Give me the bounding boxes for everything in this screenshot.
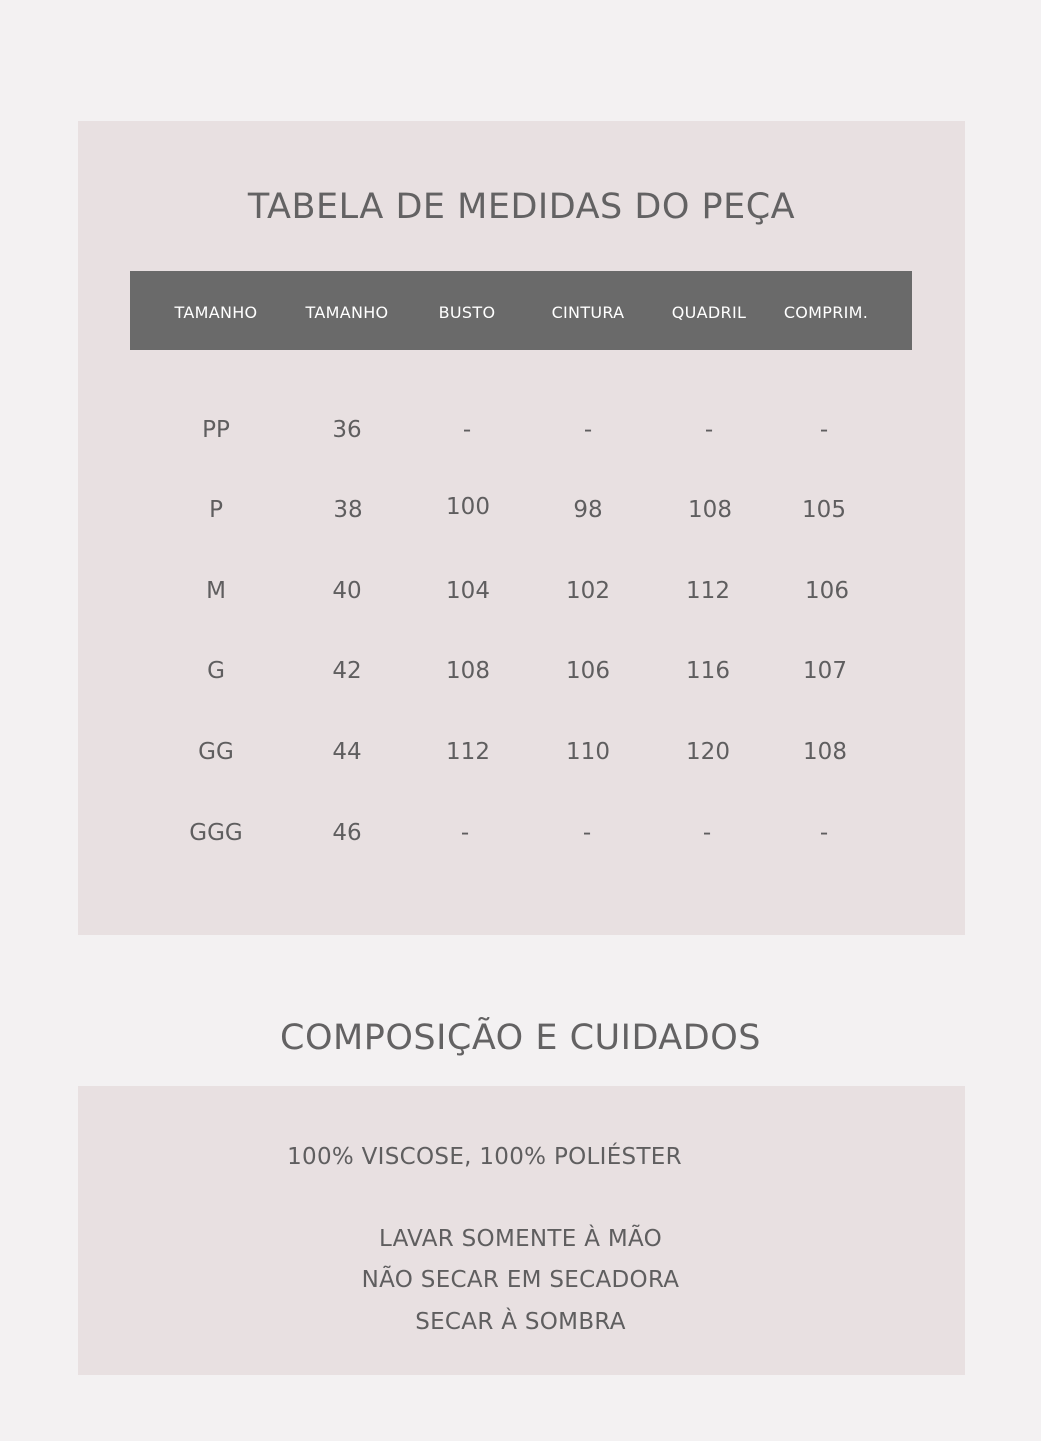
- cell-hip: 120: [686, 739, 730, 765]
- cell-length: 105: [802, 497, 846, 523]
- cell-length: 106: [805, 578, 849, 604]
- cell-hip: -: [702, 820, 712, 846]
- care-panel: [78, 1086, 965, 1375]
- header-hip: QUADRIL: [671, 303, 747, 322]
- cell-waist: 98: [573, 497, 603, 523]
- cell-size-number: 36: [332, 417, 362, 443]
- cell-length: -: [819, 820, 829, 846]
- table-row: [78, 417, 965, 457]
- care-title: COMPOSIÇÃO E CUIDADOS: [280, 1018, 761, 1058]
- cell-bust: 112: [446, 739, 490, 765]
- size-chart-panel: [78, 121, 965, 935]
- cell-waist: -: [582, 820, 592, 846]
- header-bust: BUSTO: [438, 303, 496, 322]
- cell-bust: 104: [446, 578, 490, 604]
- size-table-header: [130, 271, 912, 350]
- table-row: [78, 494, 965, 537]
- cell-size-number: 44: [332, 739, 362, 765]
- header-size-label: TAMANHO: [174, 303, 258, 322]
- size-chart-title: TABELA DE MEDIDAS DO PEÇA: [247, 187, 796, 227]
- table-row: [78, 658, 965, 698]
- table-row: [78, 820, 965, 860]
- cell-bust: 100: [446, 494, 490, 520]
- care-instruction: NÃO SECAR EM SECADORA: [361, 1267, 680, 1293]
- care-instruction: SECAR À SOMBRA: [415, 1309, 626, 1335]
- cell-bust: -: [460, 820, 470, 846]
- cell-hip: 108: [688, 497, 732, 523]
- cell-size-number: 46: [332, 820, 362, 846]
- cell-hip: 112: [686, 578, 730, 604]
- cell-size-label: GGG: [189, 820, 243, 846]
- cell-waist: 106: [566, 658, 610, 684]
- cell-length: -: [819, 417, 829, 443]
- header-waist: CINTURA: [551, 303, 625, 322]
- cell-size-number: 38: [333, 497, 363, 523]
- cell-waist: 102: [566, 578, 610, 604]
- cell-bust: -: [462, 417, 472, 443]
- cell-waist: 110: [566, 739, 610, 765]
- cell-hip: 116: [686, 658, 730, 684]
- cell-length: 108: [803, 739, 847, 765]
- cell-size-number: 40: [332, 578, 362, 604]
- cell-size-label: G: [207, 658, 225, 684]
- cell-size-label: GG: [198, 739, 234, 765]
- table-row: [78, 578, 965, 618]
- cell-size-label: P: [209, 497, 223, 523]
- care-instruction: LAVAR SOMENTE À MÃO: [378, 1226, 663, 1252]
- header-size-number: TAMANHO: [305, 303, 389, 322]
- cell-size-label: PP: [202, 417, 230, 443]
- table-row: [78, 739, 965, 779]
- cell-waist: -: [583, 417, 593, 443]
- cell-size-number: 42: [332, 658, 362, 684]
- cell-bust: 108: [446, 658, 490, 684]
- cell-length: 107: [803, 658, 847, 684]
- cell-hip: -: [704, 417, 714, 443]
- header-length: COMPRIM.: [783, 303, 869, 322]
- cell-size-label: M: [206, 578, 226, 604]
- composition-text: 100% VISCOSE, 100% POLIÉSTER: [287, 1144, 682, 1170]
